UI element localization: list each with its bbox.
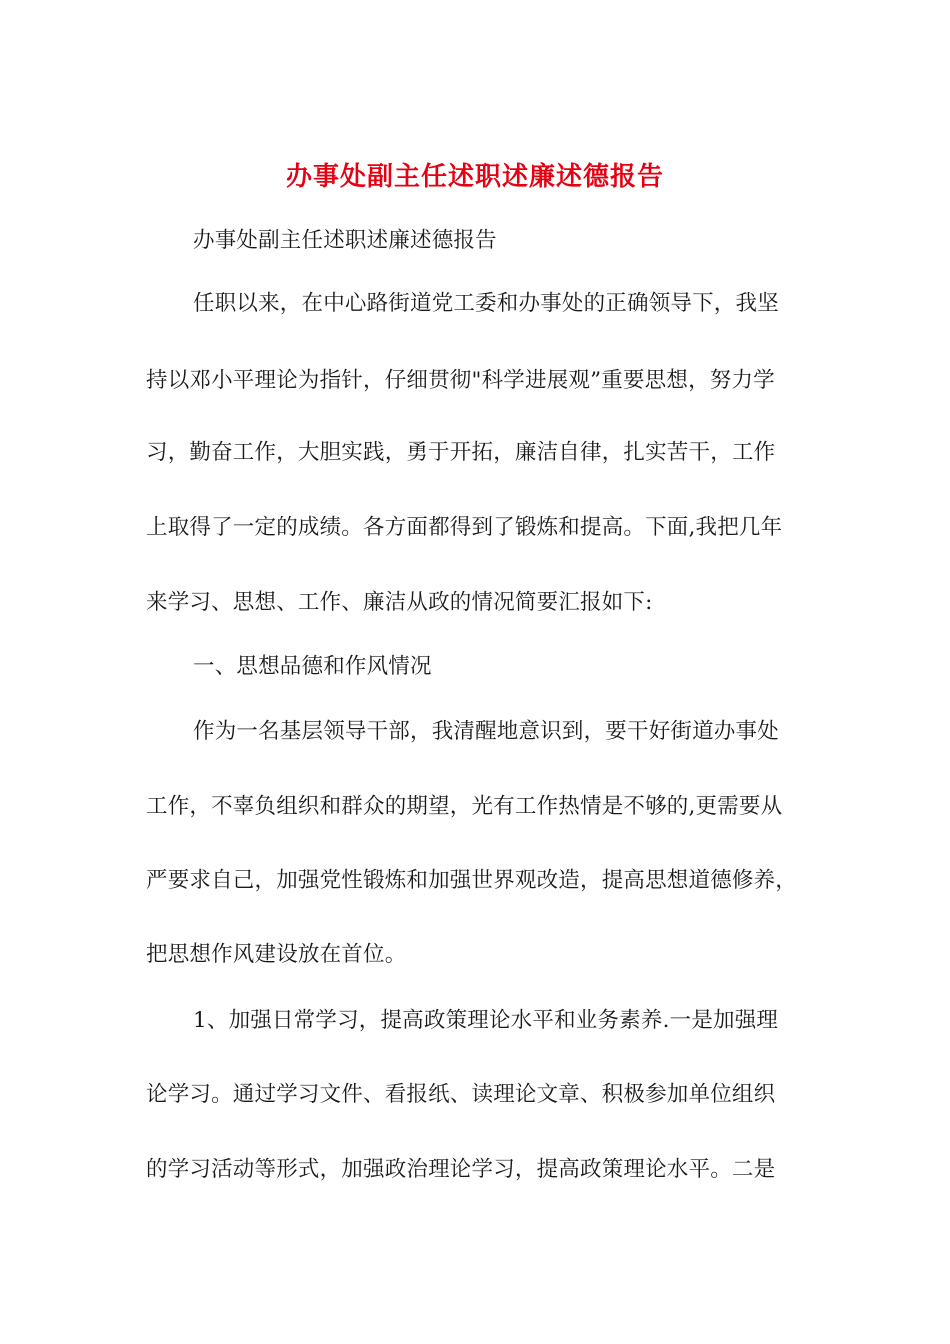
paragraph-line: 上取得了一定的成绩。各方面都得到了锻炼和提高。下面,我把几年	[146, 515, 783, 540]
paragraph-subtitle: 办事处副主任述职述廉述德报告	[193, 228, 497, 253]
paragraph-line: 1、加强日常学习，提高政策理论水平和业务素养.一是加强理	[193, 1008, 779, 1033]
paragraph-line: 的学习活动等形式，加强政治理论学习，提高政策理论水平。二是	[146, 1157, 776, 1182]
paragraph-line: 持以邓小平理论为指针，仔细贯彻"科学进展观”重要思想，努力学	[146, 368, 775, 393]
paragraph-line: 严要求自己，加强党性锻炼和加强世界观改造，提高思想道德修养，	[146, 868, 798, 893]
paragraph-line: 把思想作风建设放在首位。	[146, 942, 407, 967]
paragraph-line: 习，勤奋工作，大胆实践，勇于开拓，廉洁自律，扎实苦干，工作	[146, 440, 776, 465]
paragraph-line: 工作，不辜负组织和群众的期望，光有工作热情是不够的,更需要从	[146, 794, 783, 819]
paragraph-line: 任职以来，在中心路街道党工委和办事处的正确领导下，我坚	[193, 291, 779, 316]
paragraph-line: 来学习、思想、工作、廉洁从政的情况简要汇报如下:	[146, 590, 653, 615]
document-title: 办事处副主任述职述廉述德报告	[285, 162, 664, 192]
section-heading: 一、思想品德和作风情况	[193, 654, 432, 679]
paragraph-line: 作为一名基层领导干部，我清醒地意识到，要干好街道办事处	[193, 719, 779, 744]
paragraph-line: 论学习。通过学习文件、看报纸、读理论文章、积极参加单位组织	[146, 1082, 776, 1107]
